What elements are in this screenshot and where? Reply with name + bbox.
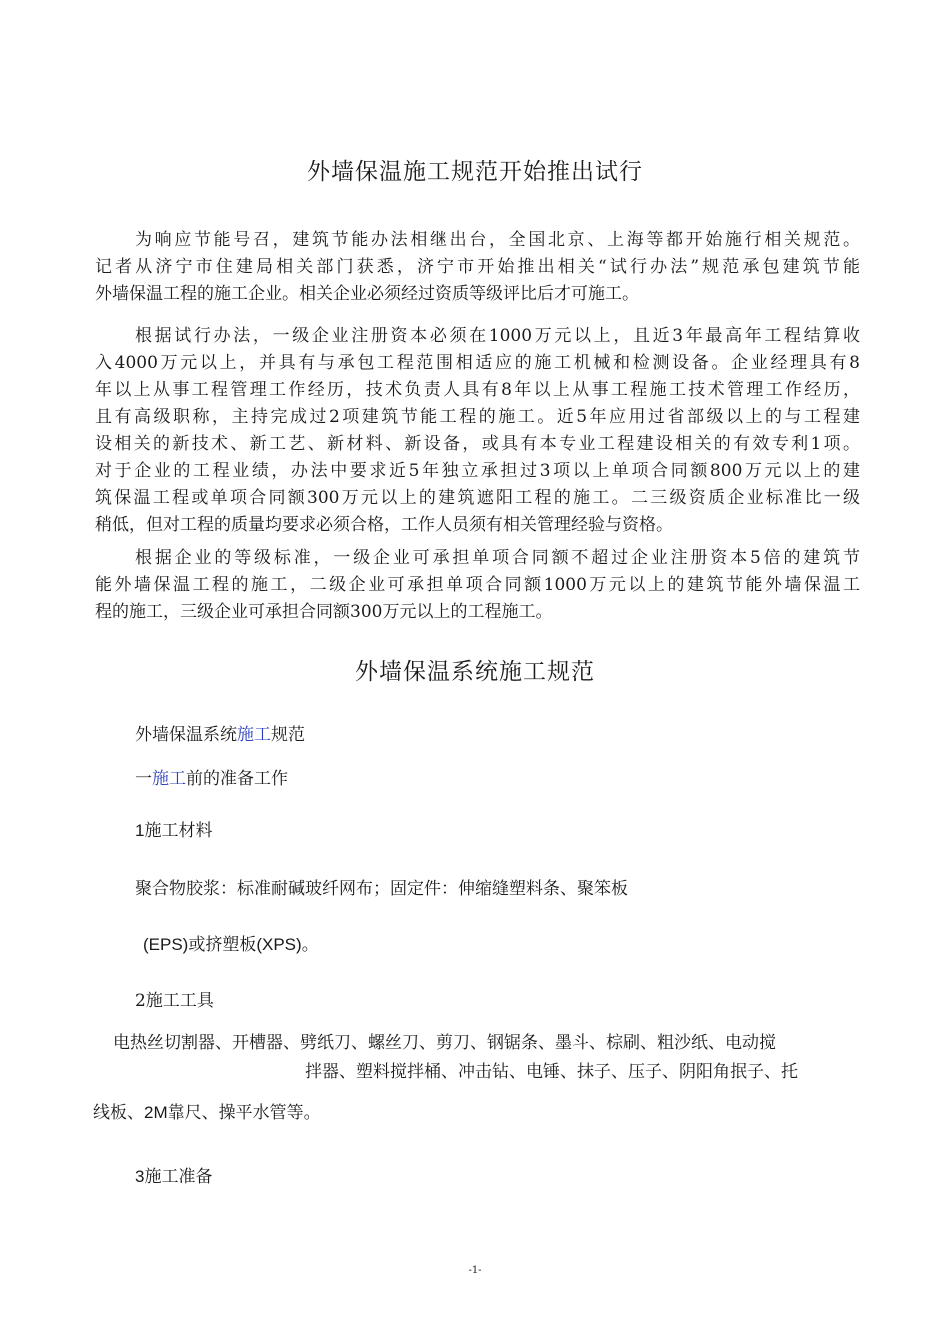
- heading-text: 前的准备工作: [186, 769, 288, 789]
- item-number: 3: [135, 1167, 145, 1186]
- tools-text: 线板、: [93, 1103, 144, 1123]
- intro-paragraph: [95, 227, 860, 308]
- prep-heading: [135, 764, 288, 789]
- tools-list-line: [93, 1098, 321, 1123]
- section-subtitle: [135, 720, 305, 745]
- eps-label: (EPS): [143, 935, 189, 954]
- construction-link[interactable]: 施工: [152, 769, 186, 789]
- item-materials-heading: [135, 816, 212, 841]
- text-line: 年以上从事工程管理工作经历，技术负责人具有8年以上从事工程施工技术管理工作经历，: [95, 380, 860, 400]
- requirements-paragraph: [95, 323, 860, 539]
- section-title: 外墙保温系统施工规范: [355, 659, 595, 685]
- ruler-size: 2M: [144, 1103, 168, 1122]
- heading-text: 一: [135, 769, 152, 789]
- subtitle-text: 外墙保温系统: [135, 725, 237, 745]
- text-line: 根据试行办法，一级企业注册资本必须在1000万元以上，且近3年最高年工程结算收: [135, 326, 860, 346]
- text-line: 为响应节能号召，建筑节能办法相继出台，全国北京、上海等都开始施行相关规范。: [135, 230, 860, 250]
- subtitle-text: 规范: [271, 725, 305, 745]
- text-line: 能外墙保温工程的施工，二级企业可承担单项合同额1000万元以上的建筑节能外墙保温工: [95, 575, 860, 595]
- item-label: 施工材料: [144, 821, 213, 841]
- materials-list-line: [143, 930, 319, 955]
- text-line: 筑保温工程或单项合同额300万元以上的建筑遮阳工程的施工。二三级资质企业标准比一级: [95, 488, 860, 508]
- materials-text: 或挤塑板: [188, 935, 257, 955]
- item-tools-heading: 2施工工具: [135, 991, 214, 1011]
- tools-list-line: 拌器、塑料搅拌桶、冲击钻、电锤、抹子、压子、阴阳角抿子、托: [305, 1062, 798, 1082]
- item-prep-heading: [135, 1162, 212, 1187]
- item-label: 施工准备: [144, 1167, 213, 1187]
- grade-paragraph: [95, 545, 860, 626]
- tools-list-line: 电热丝切割器、开槽器、劈纸刀、螺丝刀、剪刀、钢锯条、墨斗、棕刷、粗沙纸、电动搅: [113, 1033, 776, 1053]
- text-line: 对于企业的工程业绩，办法中要求近5年独立承担过3项以上单项合同额800万元以上的建: [95, 461, 860, 481]
- text-line: 且有高级职称，主持完成过2项建筑节能工程的施工。近5年应用过省部级以上的与工程建: [95, 407, 860, 427]
- page-title: 外墙保温施工规范开始推出试行: [307, 159, 643, 185]
- text-line: 入4000万元以上，并具有与承包工程范围相适应的施工机械和检测设备。企业经理具有8: [95, 353, 860, 373]
- text-line: 程的施工，三级企业可承担合同额300万元以上的工程施工。: [95, 602, 553, 622]
- xps-label: (XPS): [256, 935, 302, 954]
- text-line: 根据企业的等级标准，一级企业可承担单项合同额不超过企业注册资本5倍的建筑节: [135, 548, 860, 568]
- text-line: 设相关的新技术、新工艺、新材料、新设备，或具有本专业工程建设相关的有效专利1项。: [95, 434, 860, 454]
- text-line: 外墙保温工程的施工企业。相关企业必须经过资质等级评比后才可施工。: [95, 284, 639, 304]
- page-number: -1-: [468, 1265, 482, 1276]
- materials-list-line: 聚合物胶浆：标准耐碱玻纤网布；固定件：伸缩缝塑料条、聚笨板: [135, 879, 628, 899]
- materials-text: 。: [301, 935, 319, 955]
- construction-link[interactable]: 施工: [237, 725, 271, 745]
- item-number: 1: [135, 821, 145, 840]
- tools-text: 靠尺、操平水管等。: [167, 1103, 321, 1123]
- text-line: 稍低，但对工程的质量均要求必须合格，工作人员须有相关管理经验与资格。: [95, 515, 673, 535]
- text-line: 记者从济宁市住建局相关部门获悉，济宁市开始推出相关“试行办法”规范承包建筑节能: [95, 257, 860, 277]
